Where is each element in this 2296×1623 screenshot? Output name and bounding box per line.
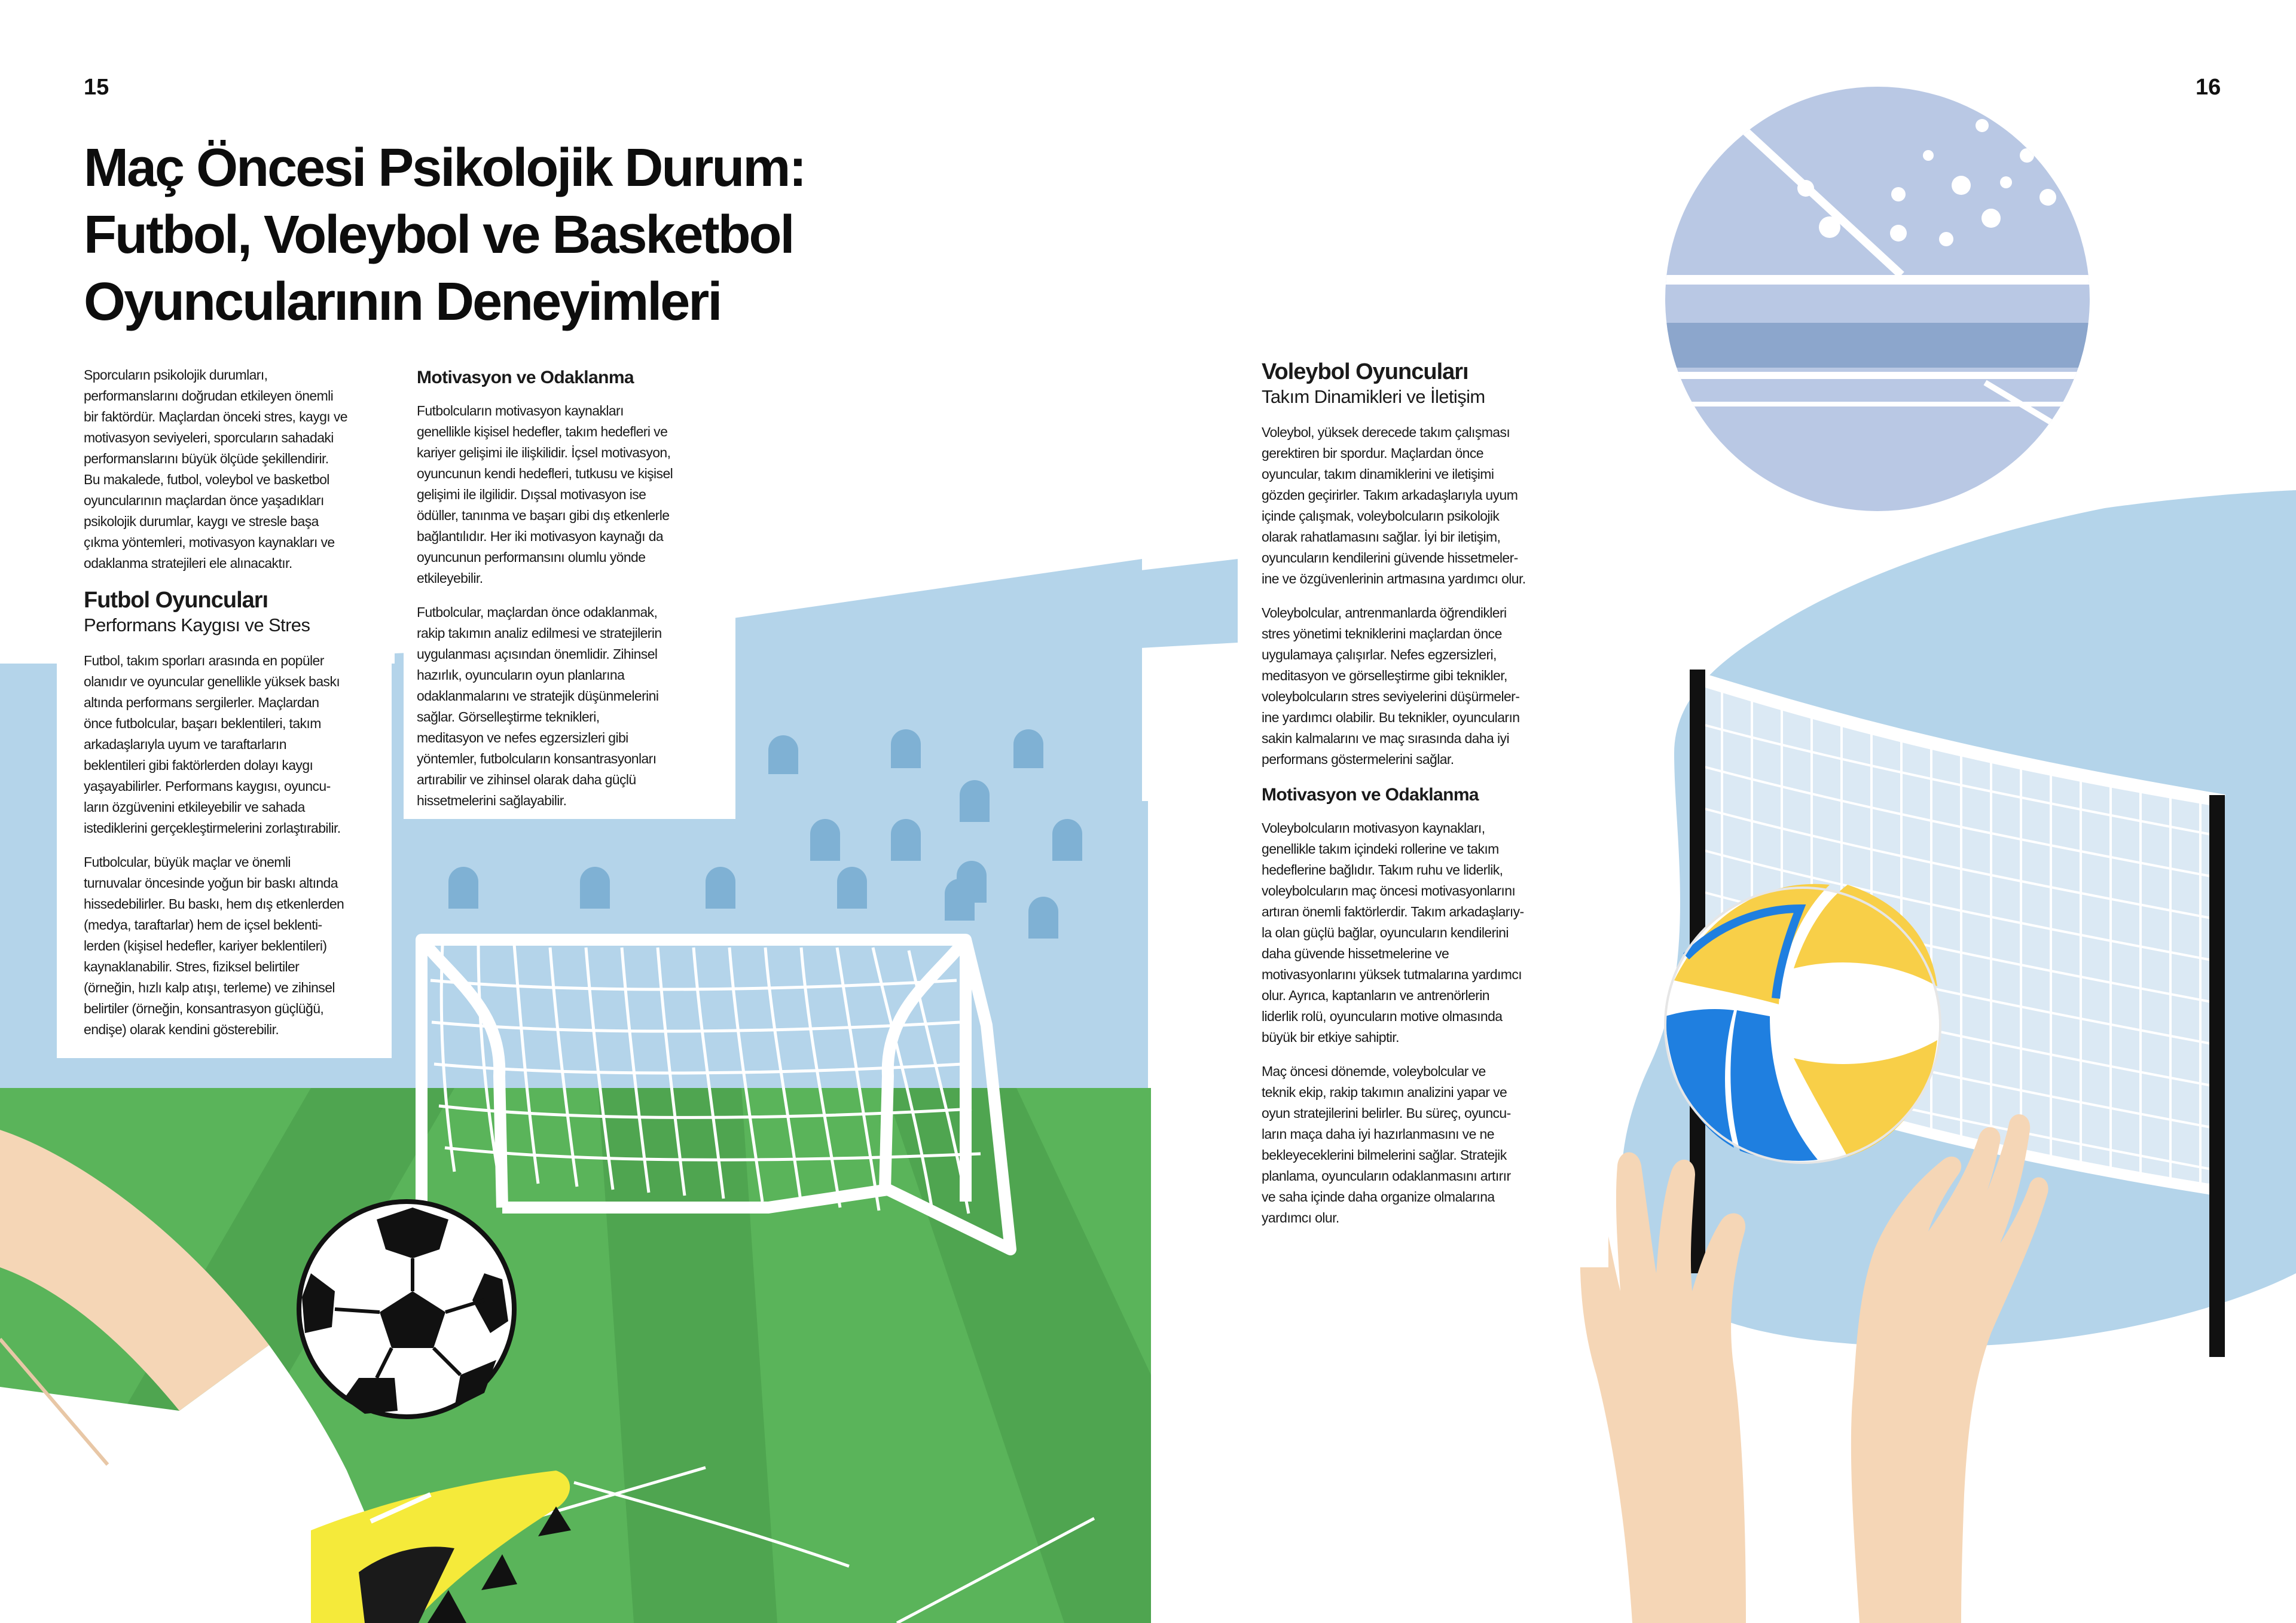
volleyball-heading: Voleybol Oyuncuları xyxy=(1262,359,1468,384)
football-paragraph-1: Futbol, takım sporları arasında en popüler olanıdır ve oyuncular genellikle yüksek baskı altında performans sergilerler. Maçlardan önce futbolcular, başarı beklentileri, takım arkadaşlarıyla uyum ve taraftarların beklentileri gibi faktörlerden dolayı kaygı yaşayabilirler. Performans kaygısı, oyuncu- ların özgüvenini etkileyebilir ve sahada istediklerini gerçekleştirmelerini zorlaştırabilir. xyxy=(84,653,341,836)
football-heading: Futbol Oyuncuları xyxy=(84,588,268,613)
volleyball-paragraph-2: Voleybolcular, antrenmanlarda öğrendikleri stres yönetimi tekniklerini maçlardan önce uygulamaya çalışırlar. Nefes egzersizleri, meditasyon ve görselleştirme gibi teknikler, voleybolcuların stres seviyelerini düşürmeler- ine yardımcı olabilir. Bu teknikler, oyuncuların sakin kalmalarını ve maç sırasında daha iyi performans göstermelerini sağlar. xyxy=(1262,605,1520,767)
football-motivation-heading: Motivasyon ve Odaklanma xyxy=(417,368,634,387)
football-subheading: Performans Kaygısı ve Stres xyxy=(84,615,310,635)
football-paragraph-2: Futbolcular, büyük maçlar ve önemli turnuvalar öncesinde yoğun bir baskı altında hissedebilirler. Bu baskı, hem dış etkenlerden (medya, taraftarlar) hem de içsel beklenti- lerden (kişisel hedefler, kariyer beklentileri) kaynaklanabilir. Stres, fiziksel belirtiler (örneğin, hızlı kalp atışı, terleme) ve zihinsel belirtiler (örneğin, konsantrasyon güçlüğü, endişe) olarak kendini gösterebilir. xyxy=(84,854,344,1037)
page-number-right: 16 xyxy=(2196,75,2221,100)
volleyball-paragraph-4: Maç öncesi dönemde, voleybolcular ve teknik ekip, rakip takımın analizini yapar ve oyun stratejilerini belirler. Bu süreç, oyuncu- ların maça daha iyi hazırlanmasını ve ne bekleyeceklerini bilmelerini sağlar. Stratejik planlama, oyuncuların odaklanmasını artırır ve saha içinde daha organize olmalarına yardımcı olur. xyxy=(1262,1063,1511,1225)
title-line-1: Maç Öncesi Psikolojik Durum: xyxy=(84,138,805,198)
title-line-3: Oyuncularının Deneyimleri xyxy=(84,272,721,332)
intro-paragraph: Sporcuların psikolojik durumları, performanslarını doğrudan etkileyen önemli bir faktördür. Maçlardan önceki stres, kaygı ve motivasyon seviyeleri, sporcuların sahadaki performanslarını büyük ölçüde şekillendirir. Bu makalede, futbol, voleybol ve basketbol oyuncularının maçlardan önce yaşadıkları psikolojik durumlar, kaygı ve stresle başa çıkma yöntemleri, motivasyon kaynakları ve odaklanma stratejileri ele alınacaktır. xyxy=(84,367,347,571)
column-left xyxy=(84,365,395,1053)
column-right xyxy=(1262,359,1596,1242)
football-motivation-paragraph-1: Futbolcuların motivasyon kaynakları genellikle kişisel hedefler, takım hedefleri ve kariyer gelişimi ile ilişkilidir. İçsel motivasyon, oyuncunun kendi hedefleri, tutkusu ve kişisel gelişimi ile ilgilidir. Dışsal motivasyon ise ödüller, tanınma ve başarı gibi dış etkenlerle bağlantılıdır. Her iki motivasyon kaynağı da oyuncunun performansını olumlu yönde etkileyebilir. xyxy=(417,403,673,586)
column-middle xyxy=(417,366,728,824)
volleyball-paragraph-3: Voleybolcuların motivasyon kaynakları, genellikle takım içindeki rollerine ve takım hedeflerine bağlıdır. Takım ruhu ve liderlik, voleybolcuların maç öncesi motivasyonlarını artıran önemli faktörlerdir. Takım arkadaşlarıy- la olan güçlü bağlar, oyuncuların kendilerini daha güvende hissetmelerine ve motivasyonlarını yüksek tutmalarına yardımcı olur. Ayrıca, kaptanların ve antrenörlerin liderlik rolü, oyuncuların motive olmasında büyük bir etkiye sahiptir. xyxy=(1262,820,1524,1045)
stadium-disc xyxy=(1662,84,2188,514)
volleyball-motivation-heading: Motivasyon ve Odaklanma xyxy=(1262,785,1479,805)
article-title xyxy=(84,135,921,335)
volleyball-paragraph-1: Voleybol, yüksek derecede takım çalışması gerektiren bir spordur. Maçlardan önce oyuncular, takım dinamiklerini ve iletişimi gözden geçirirler. Takım arkadaşlarıyla uyum içinde çalışmak, voleybolcuların psikolojik olarak rahatlamasını sağlar. İyi bir iletişim, oyuncuların kendilerini güvende hissetmeler- ine ve özgüvenlerinin artmasına yardımcı olur. xyxy=(1262,424,1526,586)
football-motivation-paragraph-2: Futbolcular, maçlardan önce odaklanmak, rakip takımın analiz edilmesi ve stratejilerin uygulanması açısından önemlidir. Zihinsel hazırlık, oyuncuların oyun planlarına odaklanmalarını ve stratejik düşünmelerini sağlar. Görselleştirme teknikleri, meditasyon ve nefes egzersizleri gibi yöntemler, futbolcuların konsantrasyonları artırabilir ve zihinsel olarak daha güçlü hissetmelerini sağlayabilir. xyxy=(417,604,662,808)
volleyball-icon xyxy=(1665,884,1940,1163)
page-number-left: 15 xyxy=(84,75,109,100)
title-line-2: Futbol, Voleybol ve Basketbol xyxy=(84,205,793,265)
volleyball-subheading: Takım Dinamikleri ve İletişim xyxy=(1262,386,1485,407)
